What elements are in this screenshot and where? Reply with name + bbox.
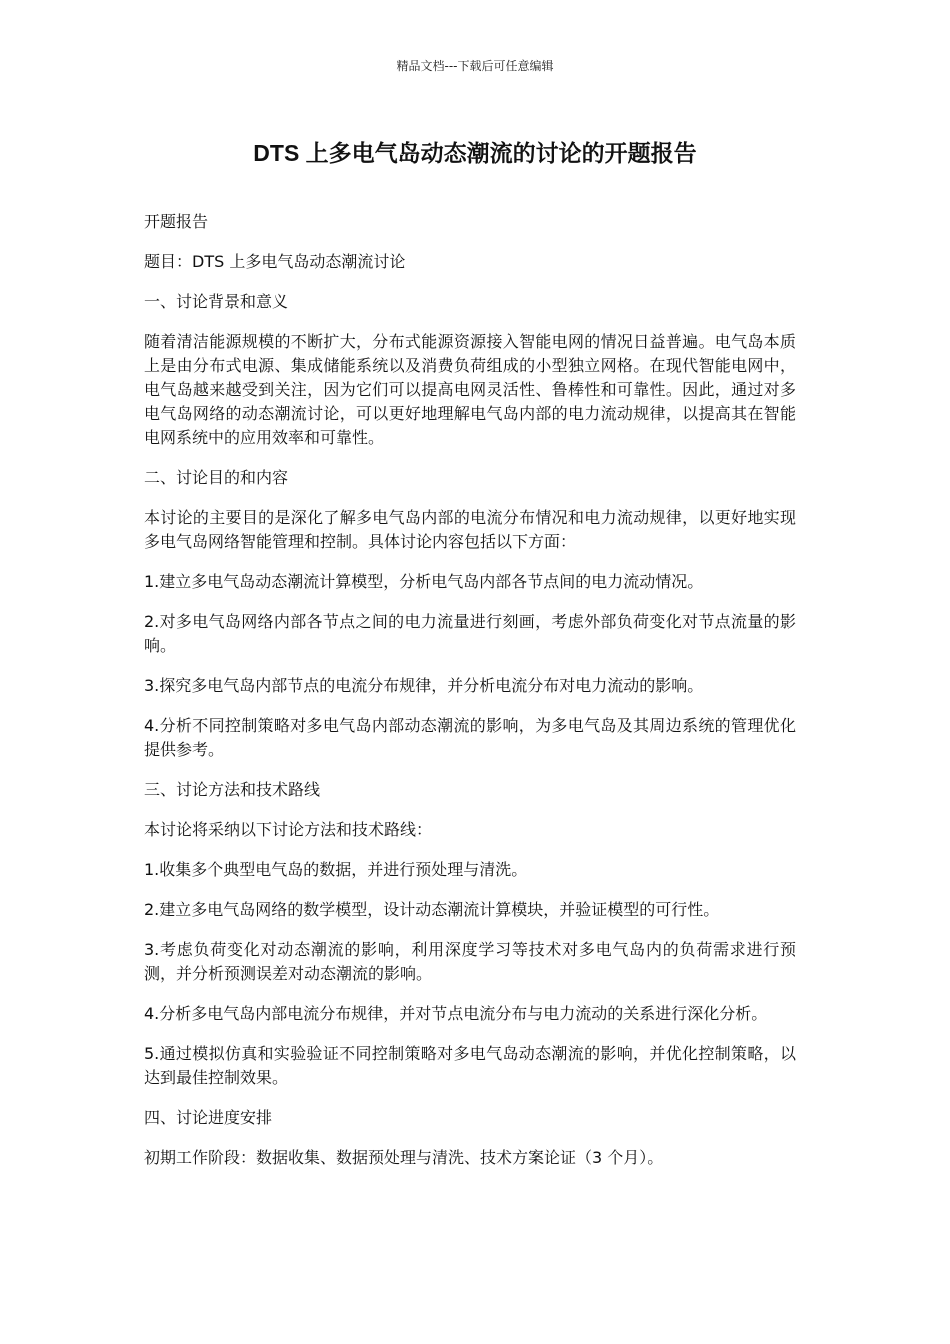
section-heading-schedule: 四、讨论进度安排 — [144, 1108, 273, 1127]
background-paragraph: 随着清洁能源规模的不断扩大，分布式能源资源接入智能电网的情况日益普遍。电气岛本质上是由分布式电源、集成储能系统以及消费负荷组成的小型独立网格。在现代智能电网中，电气岛越来越受到关注，因为它们可以提高电网灵活性、鲁棒性和可靠性。因此，通过对多电气岛网络的动态潮流讨论，可以更好地理解电气岛内部的电力流动规律，以提高其在智能电网系统中的应用效率和可靠性。 — [144, 332, 796, 447]
page-header-watermark: 精品文档---下载后可任意编辑 — [396, 59, 554, 73]
method-item-3: 3.考虑负荷变化对动态潮流的影响，利用深度学习等技术对多电气岛内的负荷需求进行预测，并分析预测误差对动态潮流的影响。 — [144, 940, 796, 983]
schedule-item-1: 初期工作阶段：数据收集、数据预处理与清洗、技术方案论证（3 个月）。 — [144, 1148, 664, 1167]
method-item-1: 1.收集多个典型电气岛的数据，并进行预处理与清洗。 — [144, 860, 528, 879]
document-body — [144, 210, 796, 1186]
method-item-4: 4.分析多电气岛内部电流分布规律，并对节点电流分布与电力流动的关系进行深化分析。 — [144, 1004, 768, 1023]
content-item-2: 2.对多电气岛网络内部各节点之间的电力流量进行刻画，考虑外部负荷变化对节点流量的影响。 — [144, 612, 796, 655]
section-heading-purpose: 二、讨论目的和内容 — [144, 468, 289, 487]
methods-intro: 本讨论将采纳以下讨论方法和技术路线： — [144, 820, 433, 839]
section-heading-background: 一、讨论背景和意义 — [144, 292, 289, 311]
method-item-2: 2.建立多电气岛网络的数学模型，设计动态潮流计算模块，并验证模型的可行性。 — [144, 900, 720, 919]
purpose-paragraph: 本讨论的主要目的是深化了解多电气岛内部的电流分布情况和电力流动规律，以更好地实现多电气岛网络智能管理和控制。具体讨论内容包括以下方面： — [144, 508, 796, 551]
document-title: DTS 上多电气岛动态潮流的讨论的开题报告 — [253, 140, 697, 166]
content-item-3: 3.探究多电气岛内部节点的电流分布规律，并分析电流分布对电力流动的影响。 — [144, 676, 704, 695]
content-item-4: 4.分析不同控制策略对多电气岛内部动态潮流的影响，为多电气岛及其周边系统的管理优化提供参考。 — [144, 716, 796, 759]
method-item-5: 5.通过模拟仿真和实验验证不同控制策略对多电气岛动态潮流的影响，并优化控制策略，以达到最佳控制效果。 — [144, 1044, 796, 1087]
content-item-1: 1.建立多电气岛动态潮流计算模型，分析电气岛内部各节点间的电力流动情况。 — [144, 572, 704, 591]
section-heading-methods: 三、讨论方法和技术路线 — [144, 780, 321, 799]
report-label: 开题报告 — [144, 212, 209, 231]
topic-line: 题目：DTS 上多电气岛动态潮流讨论 — [144, 252, 406, 271]
